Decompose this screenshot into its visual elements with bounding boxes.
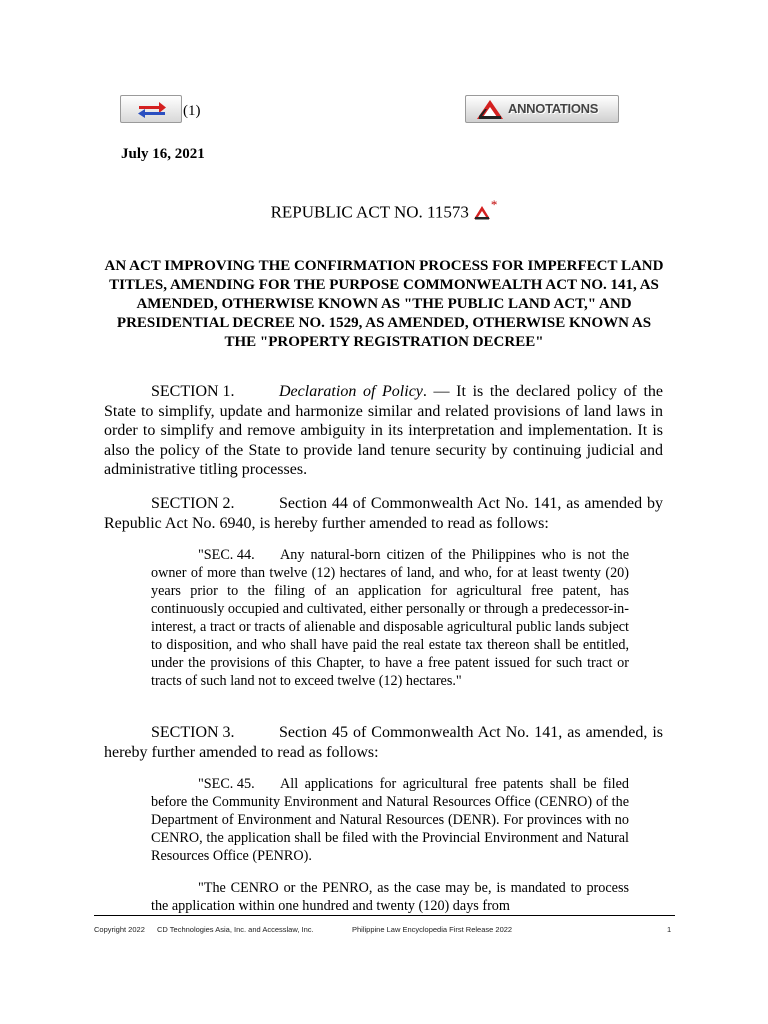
annotation-marker-icon[interactable] <box>473 205 491 221</box>
section-1 <box>104 382 663 480</box>
annotations-button[interactable] <box>465 95 619 123</box>
footer-page-number: 1 <box>667 925 672 934</box>
republic-act-title <box>0 199 768 223</box>
footer-divider <box>94 915 675 916</box>
quoted-section-text: Any natural-born citizen of the Philippines who is not the owner of more than twelve (12) hectares of land, and who, for at least twenty (20) years prior to the filing of an application for agricultural free patent, has continuously occupied and cultivated, either personally or through a predecessor-in-interest, a tract or tracts of alienable and disposable agricultural public lands subject to disposition, and who shall have paid the real estate tax thereon shall be entitled, under the provisions of this Chapter, to have a free patent issued for such tract or tracts of such land not to exceed twelve (12) hectares." <box>151 547 629 689</box>
footer-company: CD Technologies Asia, Inc. and Accesslaw, Inc. <box>157 925 314 934</box>
swap-arrows-icon <box>135 100 169 120</box>
quoted-section-text: All applications for agricultural free patents shall be filed before the Community Environment and Natural Resources Office (CENRO) of the Department of Environment and Natural Resources (DENR). For provinces with no CENRO, the application shall be filed with the Provincial Environment and Natural Resources Office (PENRO). <box>151 776 629 864</box>
annotations-logo-icon <box>476 99 504 121</box>
annotations-label: ANNOTATIONS <box>508 101 599 116</box>
section-number: SECTION 3. <box>151 724 235 741</box>
section-number: SECTION 1. <box>151 383 235 400</box>
quoted-section-number: "SEC. 45. <box>198 776 255 792</box>
section-number: SECTION 2. <box>151 495 235 512</box>
document-date: July 16, 2021 <box>121 146 205 162</box>
section-3 <box>104 723 663 762</box>
footnote-marker[interactable]: * <box>490 197 498 212</box>
cross-reference-count: (1) <box>183 103 201 119</box>
section-heading: Declaration of Policy <box>279 383 423 400</box>
quoted-sec-45-continued: "The CENRO or the PENRO, as the case may be, is mandated to process the application within one hundred and twenty (120) days from <box>151 880 629 914</box>
quoted-section-number: "SEC. 44. <box>198 547 255 563</box>
cross-reference-button[interactable] <box>120 95 182 123</box>
quoted-sec-45 <box>151 775 629 865</box>
section-text: Section 45 of Commonwealth Act No. 141, as amended, is hereby further amended to read as follows: <box>104 724 663 761</box>
ra-title-text: REPUBLIC ACT NO. 11573 <box>270 202 469 222</box>
act-long-title: AN ACT IMPROVING THE CONFIRMATION PROCESS FOR IMPERFECT LAND TITLES, AMENDING FOR THE PURPOSE COMMONWEALTH ACT NO. 141, AS AMENDED, OTHERWISE KNOWN AS "THE PUBLIC LAND ACT," AND PRESIDENTIAL DECREE NO. 1529, AS AMENDED, OTHERWISE KNOWN AS THE "PROPERTY REGISTRATION DECREE" <box>104 258 664 350</box>
footer-release: Philippine Law Encyclopedia First Release 2022 <box>352 925 513 934</box>
section-text: . — It is the declared policy of the State to simplify, update and harmonize similar and related provisions of land laws in order to simplify and remove ambiguity in its interpretation and implementation. It is also the policy of the State to provide land tenure security by continuing judicial and administrative titling processes. <box>104 383 663 478</box>
footer-copyright: Copyright 2022 <box>94 925 145 934</box>
section-2 <box>104 494 663 533</box>
quoted-sec-44 <box>151 546 629 690</box>
section-text: Section 44 of Commonwealth Act No. 141, as amended by Republic Act No. 6940, is hereby further amended to read as follows: <box>104 495 663 532</box>
